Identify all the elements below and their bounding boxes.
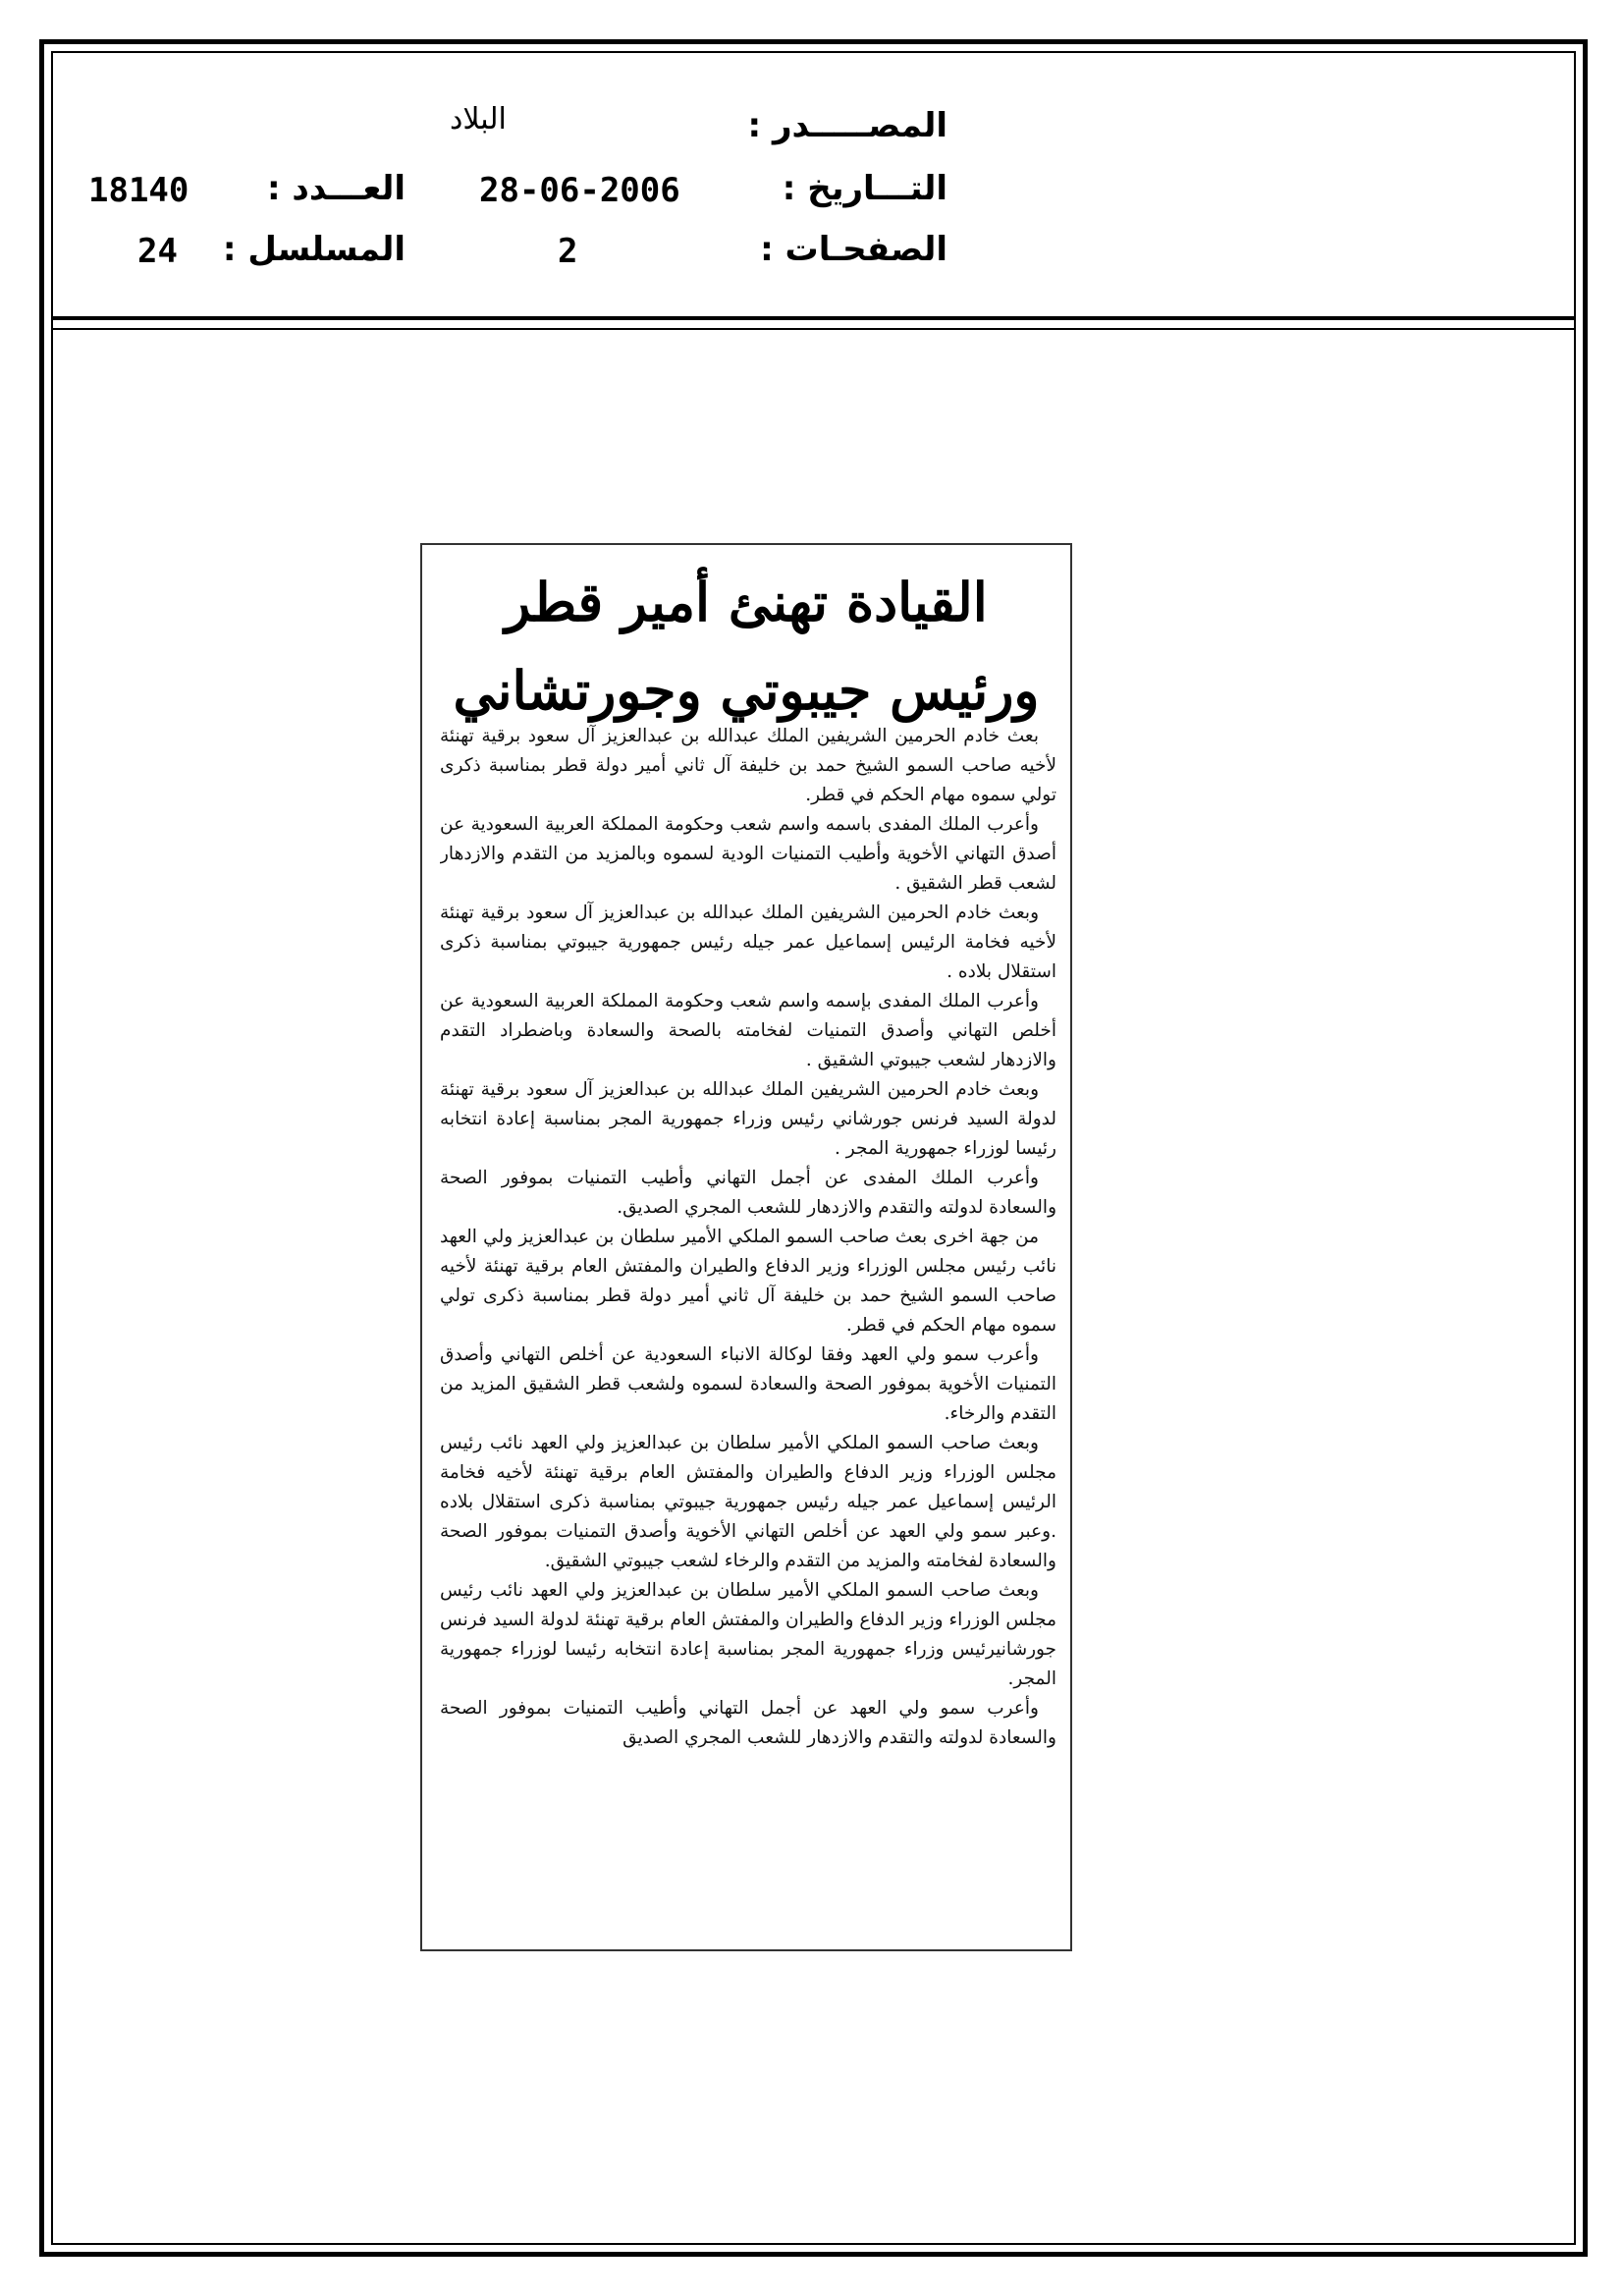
- article-paragraph: وبعث خادم الحرمين الشريفين الملك عبدالله بن عبدالعزيز آل سعود برقية تهنئة لدولة السيد فرنس جورشاني رئيس وزراء جمهورية المجر بمناسبة إعادة انتخابه رئيسا لوزراء جمهورية المجر .: [440, 1079, 1056, 1159]
- date-value: 28-06-2006: [479, 171, 680, 210]
- headline-line-1: القيادة تهنئ أمير قطر: [505, 571, 988, 633]
- article-paragraph: بعث خادم الحرمين الشريفين الملك عبدالله بن عبدالعزيز آل سعود برقية تهنئة لأخيه صاحب السمو الشيخ حمد بن خليفة آل ثاني أمير دولة قطر بمناسبة ذكرى تولي سموه مهام الحكم في قطر.: [440, 726, 1056, 805]
- pages-label: الصفحـات :: [760, 230, 947, 269]
- article-paragraph: وأعرب الملك المفدى باسمه واسم شعب وحكومة المملكة العربية السعودية عن أصدق التهاني الأخوية وأطيب التمنيات الودية لسموه وبالمزيد من التقدم والازدهار لشعب قطر الشقيق .: [440, 814, 1056, 894]
- article-paragraph: وبعث صاحب السمو الملكي الأمير سلطان بن عبدالعزيز ولي العهد نائب رئيس مجلس الوزراء وزير الدفاع والطيران والمفتش العام برقية تهنئة لأخيه فخامة الرئيس إسماعيل عمر جيله رئيس جمهورية جيبوتي بمناسبة ذكرى استقلال بلاده .وعبر سمو ولي العهد عن أخلص التهاني الأخوية وأصدق التمنيات بموفور الصحة والسعادة لفخامته والمزيد من التقدم والرخاء لشعب جيبوتي الشقيق.: [440, 1433, 1056, 1571]
- header-divider-thin: [51, 328, 1576, 330]
- header-divider-thick: [51, 316, 1576, 320]
- article-paragraph: وأعرب سمو ولي العهد عن أجمل التهاني وأطيب التمنيات بموفور الصحة والسعادة لدولته والتقدم والازدهار للشعب المجري الصديق: [440, 1698, 1056, 1748]
- article-paragraph: وبعث صاحب السمو الملكي الأمير سلطان بن عبدالعزيز ولي العهد نائب رئيس مجلس الوزراء وزير الدفاع والطيران والمفتش العام برقية تهنئة لدولة السيد فرنس جورشانيرئيس وزراء جمهورية المجر بمناسبة إعادة انتخابه رئيسا لوزراء جمهورية المجر.: [440, 1580, 1056, 1689]
- date-label: التـــاريخ :: [782, 169, 947, 208]
- issue-value: 18140: [88, 171, 189, 210]
- serial-value: 24: [137, 232, 178, 271]
- article-paragraph: وأعرب الملك المفدى بإسمه واسم شعب وحكومة المملكة العربية السعودية عن أخلص التهاني وأصدق التمنيات لفخامته بالصحة والسعادة وباضطراد التقدم والازدهار لشعب جيبوتي الشقيق .: [440, 991, 1056, 1070]
- serial-label: المسلسل :: [222, 230, 406, 269]
- source-value: البلاد: [450, 102, 507, 137]
- headline-line-2: ورئيس جيبوتي وجورتشاني: [453, 659, 1040, 722]
- pages-value: 2: [558, 232, 578, 271]
- article-paragraph: وأعرب سمو ولي العهد وفقا لوكالة الانباء السعودية عن أخلص التهاني وأصدق التمنيات الأخوية بموفور الصحة والسعادة لسموه ولشعب قطر الشقيق المزيد من التقدم والرخاء.: [440, 1344, 1056, 1424]
- issue-label: العـــدد :: [267, 169, 406, 208]
- article-headline: [422, 558, 1070, 735]
- source-label: المصـــــدر :: [747, 106, 947, 145]
- article-paragraph: وبعث خادم الحرمين الشريفين الملك عبدالله بن عبدالعزيز آل سعود برقية تهنئة لأخيه فخامة الرئيس إسماعيل عمر جيله رئيس جمهورية جيبوتي بمناسبة ذكرى استقلال بلاده .: [440, 902, 1056, 982]
- article-body: [440, 722, 1056, 1940]
- article-paragraph: وأعرب الملك المفدى عن أجمل التهاني وأطيب التمنيات بموفور الصحة والسعادة لدولته والتقدم والازدهار للشعب المجري الصديق.: [440, 1168, 1056, 1218]
- article-paragraph: من جهة اخرى بعث صاحب السمو الملكي الأمير سلطان بن عبدالعزيز ولي العهد نائب رئيس مجلس الوزراء وزير الدفاع والطيران والمفتش العام برقية تهنئة لأخيه صاحب السمو الشيخ حمد بن خليفة آل ثاني أمير دولة قطر بمناسبة ذكرى تولي سموه مهام الحكم في قطر.: [440, 1227, 1056, 1336]
